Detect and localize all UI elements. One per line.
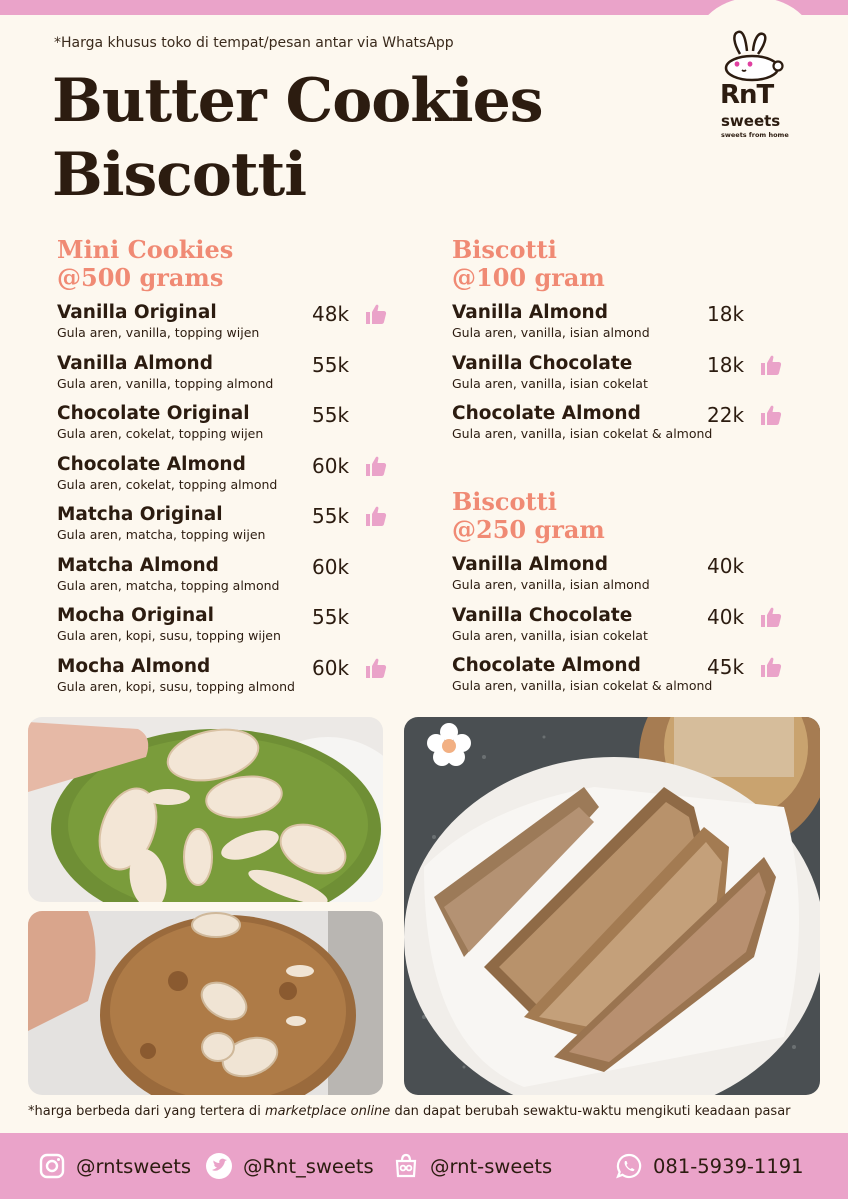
- whatsapp-link[interactable]: [615, 1133, 804, 1199]
- top-note: *Harga khusus toko di tempat/pesan antar via WhatsApp: [54, 35, 454, 51]
- menu-item-name: Mocha Original: [57, 605, 214, 626]
- menu-item-name: Chocolate Original: [57, 403, 250, 424]
- section-heading-line-1: Biscotti: [452, 235, 557, 264]
- section-heading-biscotti-100: [452, 236, 605, 292]
- menu-item-description: Gula aren, kopi, susu, topping wijen: [57, 628, 281, 643]
- twitter-handle: @Rnt_sweets: [243, 1154, 374, 1178]
- menu-item-price: 55k: [312, 403, 350, 427]
- menu-item-description: Gula aren, cokelat, topping wijen: [57, 426, 264, 441]
- section-heading-line-2: @500 grams: [57, 263, 224, 292]
- menu-item-price: 18k: [707, 302, 745, 326]
- menu-item: [452, 353, 792, 399]
- menu-item: [57, 605, 397, 651]
- bottom-note-part-1: *harga berbeda dari yang tertera di: [28, 1104, 265, 1119]
- menu-item-price: 48k: [312, 302, 350, 326]
- title-line-1: Butter Cookies: [52, 66, 543, 136]
- menu-item-price: 45k: [707, 655, 745, 679]
- mocha-cookie-photo: [28, 911, 383, 1095]
- menu-item-name: Vanilla Almond: [452, 302, 608, 323]
- page-title: [52, 64, 543, 212]
- menu-item-description: Gula aren, vanilla, isian almond: [452, 577, 650, 592]
- menu-item-price: 60k: [312, 655, 350, 680]
- thumbs-up-icon: [759, 353, 783, 377]
- bottom-note-italic: marketplace online: [264, 1104, 391, 1119]
- section-heading-biscotti-250: [452, 488, 605, 544]
- thumbs-up-icon: [364, 302, 388, 326]
- menu-item-description: Gula aren, vanilla, isian cokelat: [452, 627, 648, 643]
- menu-item: [452, 554, 792, 600]
- menu-item-description: Gula aren, vanilla, isian cokelat & almond: [452, 678, 713, 693]
- shop-handle: @rnt-sweets: [430, 1154, 553, 1178]
- menu-item-name: Vanilla Original: [57, 302, 217, 323]
- menu-item-price: 60k: [312, 453, 350, 478]
- menu-item-description: Gula aren, matcha, topping wijen: [57, 527, 266, 542]
- menu-item-name: Chocolate Almond: [452, 403, 641, 424]
- whatsapp-number: 081-5939-1191: [653, 1154, 804, 1178]
- menu-item-name: Matcha Original: [57, 504, 223, 525]
- thumbs-up-icon: [364, 454, 388, 478]
- menu-item-description: Gula aren, vanilla, topping wijen: [57, 325, 260, 340]
- menu-item-name: Chocolate Almond: [57, 453, 246, 475]
- menu-item-description: Gula aren, matcha, topping almond: [57, 577, 280, 593]
- menu-item-price: 18k: [707, 352, 745, 377]
- thumbs-up-icon: [364, 504, 388, 528]
- menu-item: [452, 302, 792, 348]
- menu-item-name: Vanilla Almond: [57, 352, 213, 374]
- thumbs-up-icon: [759, 655, 783, 679]
- menu-item-description: Gula aren, kopi, susu, topping almond: [57, 678, 295, 694]
- title-line-2: Biscotti: [52, 140, 307, 210]
- menu-item: [57, 504, 397, 550]
- menu-item: [57, 454, 397, 500]
- menu-item-name: Chocolate Almond: [452, 655, 641, 676]
- menu-item-price: 55k: [312, 504, 350, 528]
- menu-item-name: Matcha Almond: [57, 554, 219, 576]
- menu-item-description: Gula aren, vanilla, topping almond: [57, 375, 274, 391]
- brand-logo: [718, 30, 788, 142]
- shop-link[interactable]: [392, 1133, 552, 1199]
- bunny-logo-icon: [720, 30, 784, 82]
- menu-item: [57, 555, 397, 601]
- instagram-link[interactable]: [38, 1133, 191, 1199]
- menu-item-price: 22k: [707, 403, 745, 427]
- shop-icon: [392, 1152, 420, 1180]
- menu-item-name: Vanilla Almond: [452, 554, 608, 575]
- menu-item: [452, 655, 792, 701]
- menu-item-name: Vanilla Chocolate: [452, 352, 633, 374]
- menu-item-description: Gula aren, vanilla, isian almond: [452, 325, 650, 340]
- menu-item: [57, 353, 397, 399]
- menu-item-description: Gula aren, cokelat, topping almond: [57, 476, 278, 492]
- whatsapp-icon: [615, 1152, 643, 1180]
- twitter-icon: [205, 1152, 233, 1180]
- menu-item-price: 55k: [312, 352, 350, 377]
- instagram-handle: @rntsweets: [76, 1154, 192, 1178]
- biscotti-photo: [404, 717, 820, 1095]
- menu-item: [452, 403, 792, 449]
- bottom-note: [28, 1104, 791, 1119]
- logo-brand-sub: sweets: [721, 112, 781, 130]
- bottom-note-part-2: dan dapat berubah sewaktu-waktu mengikuti keadaan pasar: [390, 1104, 791, 1119]
- menu-item: [452, 605, 792, 651]
- section-heading-line-1: Mini Cookies: [57, 235, 234, 264]
- logo-tagline: sweets from home: [721, 131, 789, 139]
- section-heading-line-2: @100 gram: [452, 263, 605, 292]
- logo-brand: RnT: [720, 80, 774, 110]
- instagram-icon: [38, 1152, 66, 1180]
- twitter-link[interactable]: [205, 1133, 374, 1199]
- menu-item: [57, 656, 397, 702]
- section-heading-line-2: @250 gram: [452, 515, 605, 544]
- footer: [0, 1133, 848, 1199]
- menu-item-name: Vanilla Chocolate: [452, 604, 633, 626]
- thumbs-up-icon: [759, 403, 783, 427]
- menu-item-name: Mocha Almond: [57, 655, 211, 677]
- matcha-cookie-photo: [28, 717, 383, 902]
- menu-item: [57, 302, 397, 348]
- menu-item-price: 40k: [707, 554, 745, 578]
- menu-item-description: Gula aren, vanilla, isian cokelat & almond: [452, 426, 713, 441]
- menu-item: [57, 403, 397, 449]
- menu-item-price: 60k: [312, 554, 350, 579]
- menu-item-price: 55k: [312, 605, 350, 629]
- menu-item-price: 40k: [707, 604, 745, 629]
- menu-item-description: Gula aren, vanilla, isian cokelat: [452, 375, 648, 391]
- section-heading-line-1: Biscotti: [452, 487, 557, 516]
- thumbs-up-icon: [759, 605, 783, 629]
- thumbs-up-icon: [364, 656, 388, 680]
- section-heading-mini-cookies: [57, 236, 233, 292]
